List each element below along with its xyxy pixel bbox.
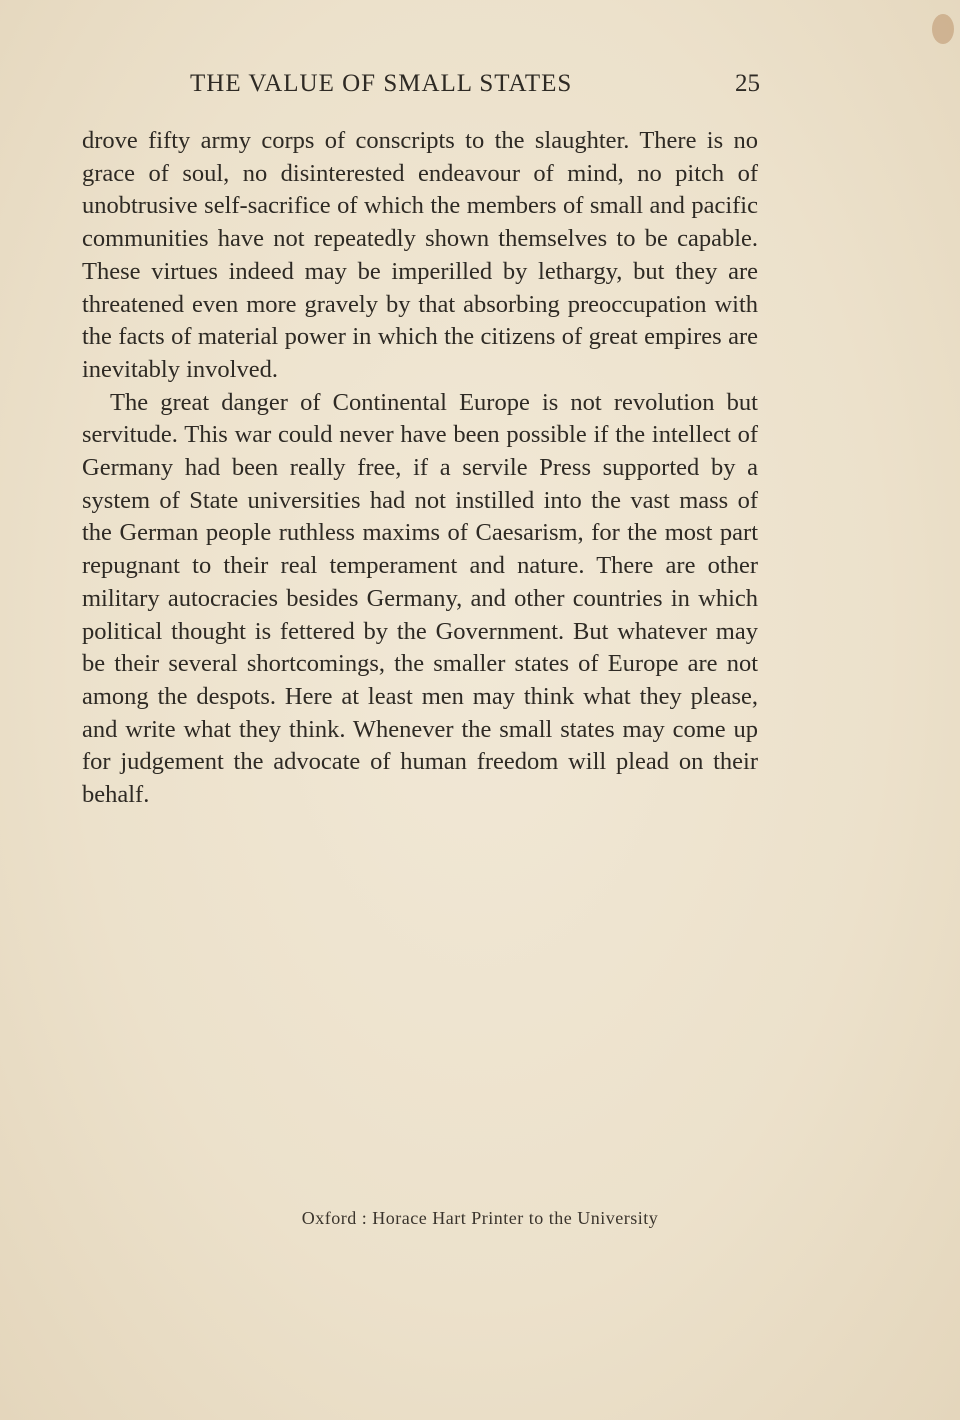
page-number: 25 bbox=[735, 70, 760, 97]
running-head-title: THE VALUE OF SMALL STATES bbox=[190, 70, 573, 97]
paper-stain bbox=[932, 14, 954, 44]
printer-imprint: Oxford : Horace Hart Printer to the University bbox=[301, 1208, 659, 1228]
body-text bbox=[82, 125, 758, 812]
paragraph-continuation: drove fifty army corps of conscripts to the slaughter. There is no grace of soul, no disinterested endeavour of mind, no pitch of unobtrusive self-sacrifice of which the members of small and pacific communities have not repeatedly shown themselves to be capable. These virtues indeed may be imperilled by lethargy, but they are threatened even more gravely by that absorbing preoccupation with the facts of material power in which the citizens of great empires are inevitably involved. bbox=[82, 127, 758, 383]
paragraph: The great danger of Continental Europe is not revolution but servitude. This war could never have been possible if the intellect of Germany had been really free, if a servile Press supported by a system of State universities had not instilled into the vast mass of the German people ruthless maxims of Caesarism, for the most part repugnant to their real temperament and nature. There are other military autocracies besides Germany, and other countries in which political thought is fettered by the Government. But whatever may be their several shortcomings, the smaller states of Europe are not among the despots. Here at least men may think what they please, and write what they think. Whenever the small states may come up for judgement the advocate of human freedom will plead on their behalf. bbox=[82, 388, 758, 809]
running-head bbox=[190, 70, 760, 106]
